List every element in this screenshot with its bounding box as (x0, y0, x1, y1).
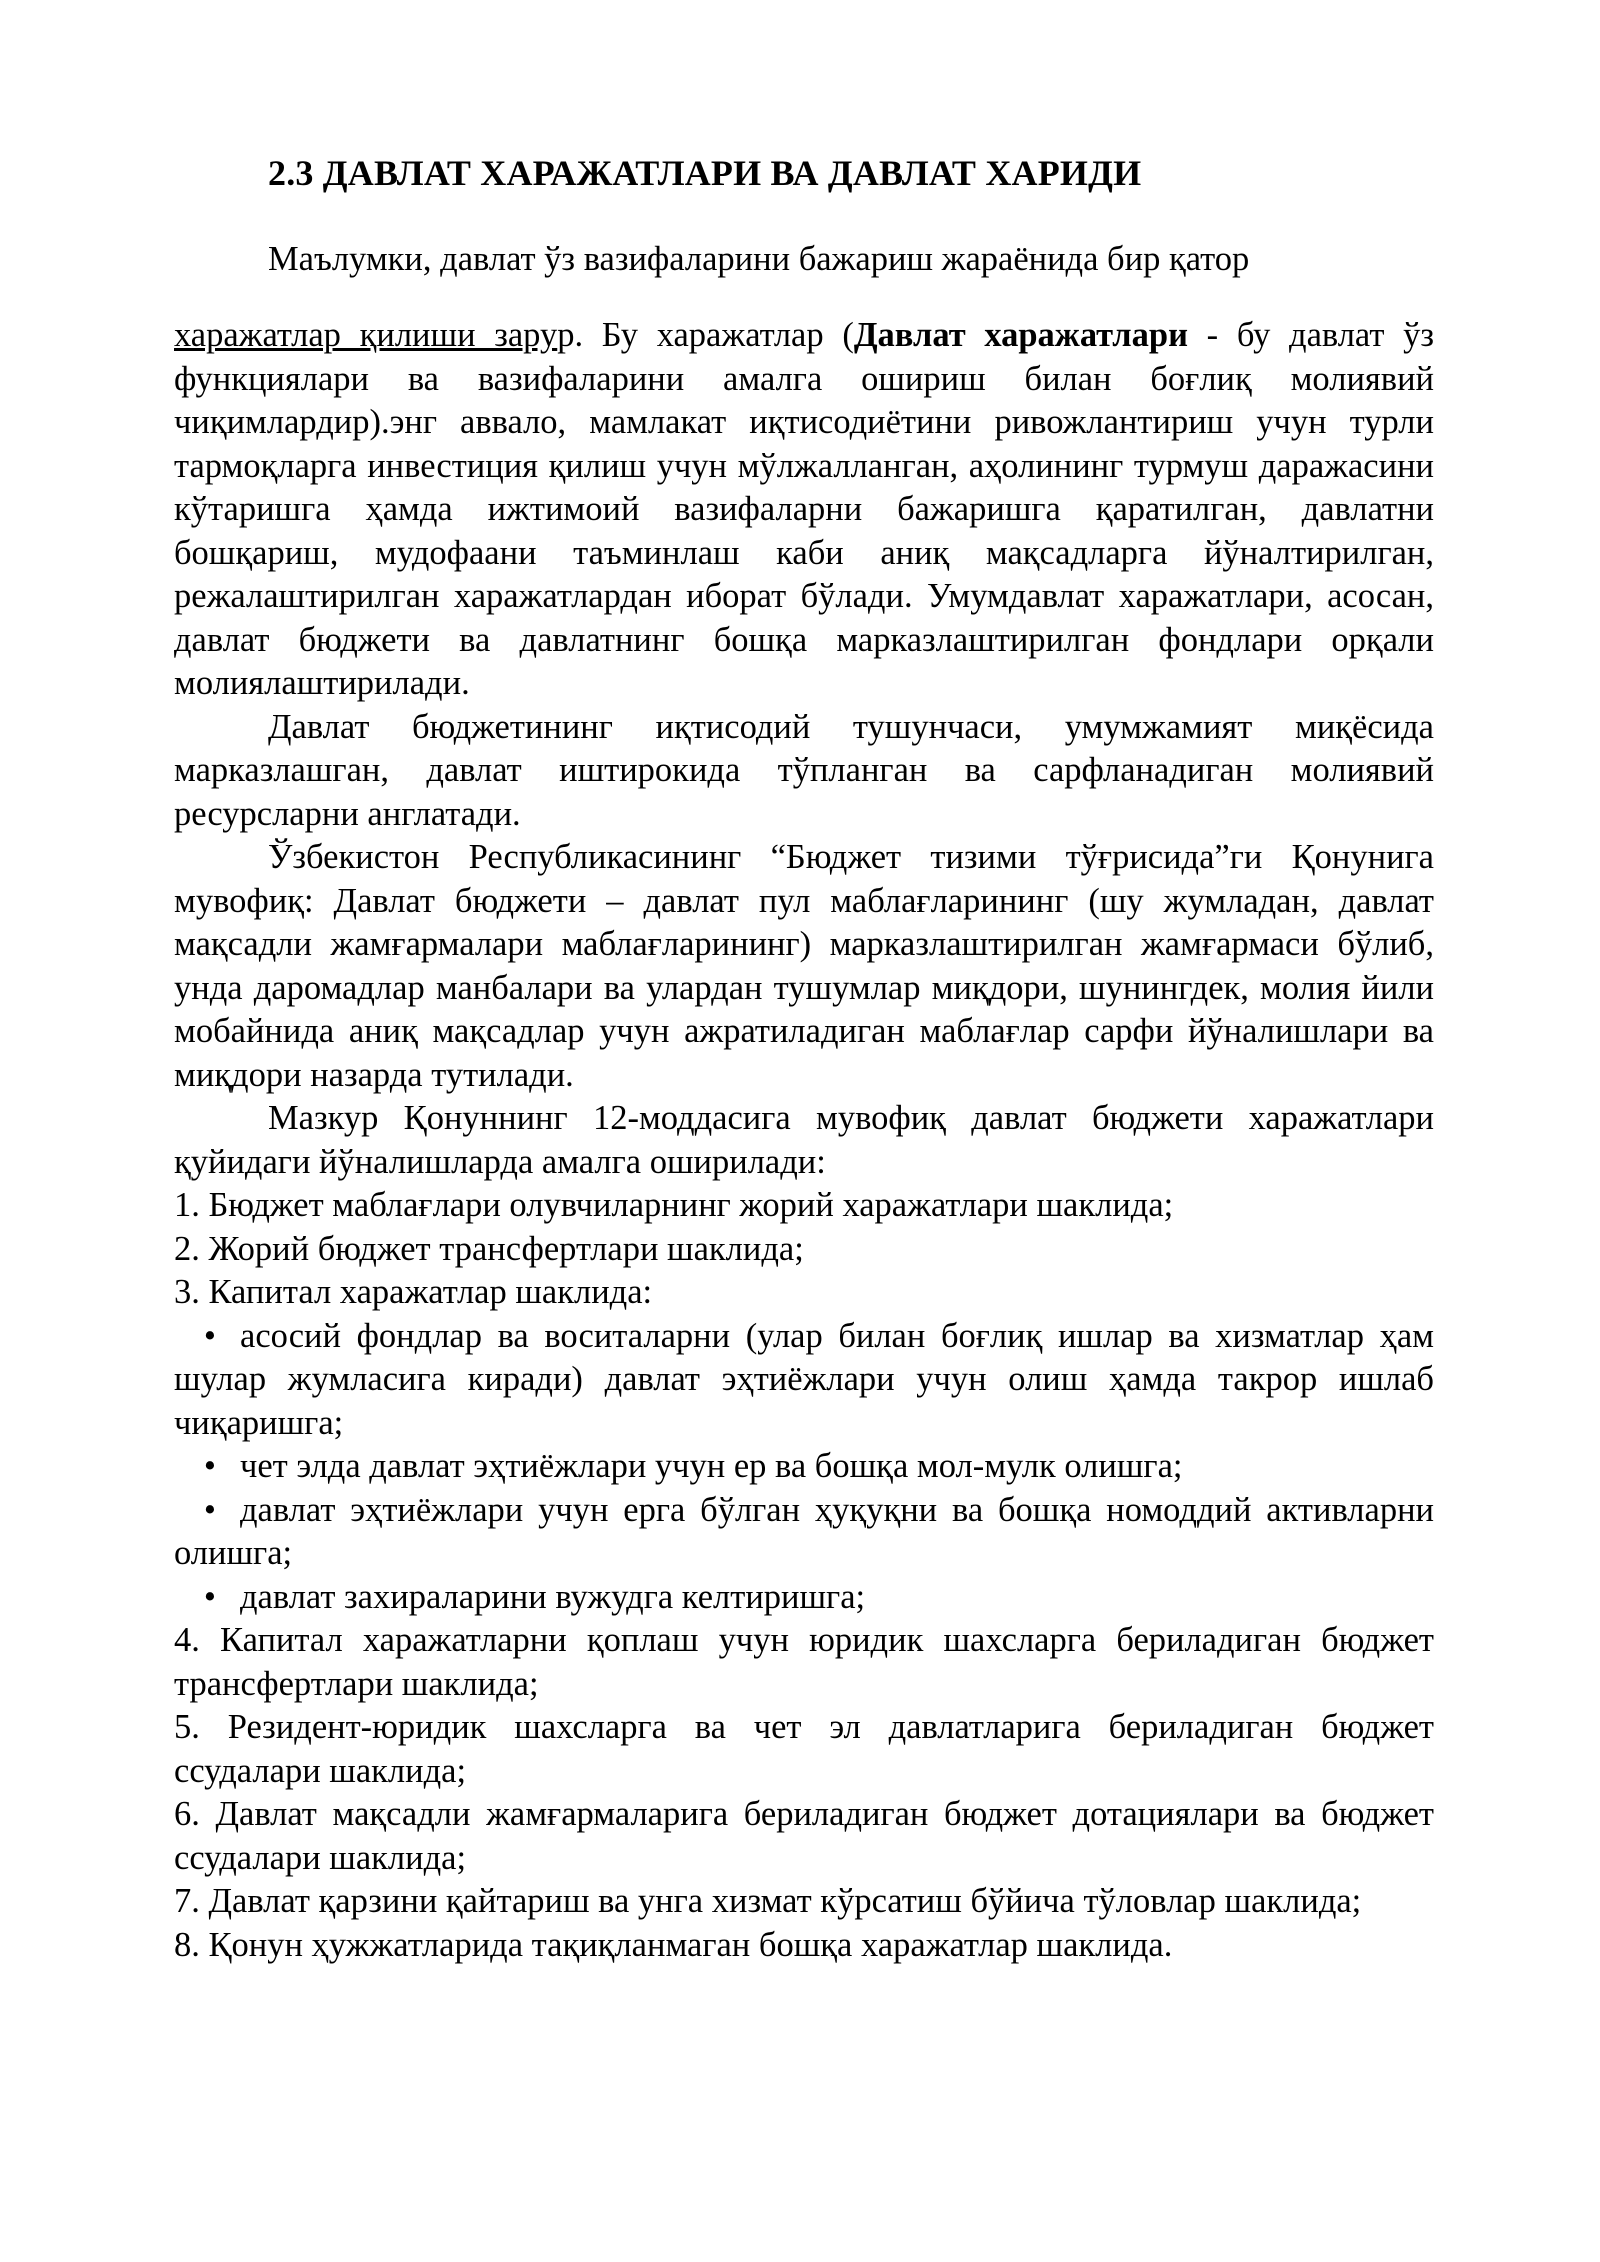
paragraph-budget-concept: Давлат бюджетининг иқтисодий тушунчаси, умумжамият миқёсида марказлашган, давлат иштирокида тўпланган ва сарфланадиган молиявий ресурсларни англатади. (174, 707, 1434, 833)
list-item: 4. Капитал харажатларни қоплаш учун юридик шахсларга бериладиган бюджет трансфертлари шаклида; (174, 1621, 1434, 1703)
bullet-icon: • (203, 1577, 216, 1616)
bullet-icon: • (203, 1316, 216, 1355)
paragraph-text: р. Бу харажатлар ( (557, 316, 854, 354)
bullet-text: давлат эҳтиёжлари учун ерга бўлган ҳуқуқни ва бошқа номоддий активларни олишга; (174, 1490, 1434, 1572)
bullet-item (174, 1315, 1434, 1446)
bullet-item (174, 1576, 1434, 1620)
paragraph-budget-law: Ўзбекистон Республикасининг “Бюджет тизими тўғрисида”ги Қонунига мувофиқ: Давлат бюджети – давлат пул маблағларининг (шу жумладан, давлат мақсадли жамғармалари маблағларининг) марказлаштирилган жамғармаси бўлиб, унда даромадлар манбалари ва улардан тушумлар миқдори, шунингдек, молия йили мобайнида аниқ мақсадлар учун ажратиладиган маблағлар сарфи йўналишлари ва миқдори назарда тутилади. (174, 838, 1434, 1094)
list-item: 2. Жорий бюджет трансфертлари шаклида; (174, 1229, 804, 1268)
underlined-text: харажатлар қилиши зару (174, 316, 558, 354)
bullet-icon: • (203, 1447, 216, 1485)
list-item: 3. Капитал харажатлар шаклида: (174, 1273, 653, 1311)
list-item: 6. Давлат мақсадли жамғармаларига бериладиган бюджет дотациялари ва бюджет ссудалари шаклида; (174, 1795, 1434, 1877)
bullet-item (174, 1489, 1434, 1576)
bullet-text: давлат захираларини вужудга келтиришга; (240, 1577, 866, 1616)
paragraph-text: - бу давлат ўз функциялари ва вазифаларини амалга ошириш билан боғлиқ молиявий чиқимлардир).энг аввало, мамлакат иқтисодиётини ривожлантириш учун турли тармоқларга инвестиция қилиш учун мўлжалланган, аҳолининг турмуш даражасини кўтаришга ҳамда ижтимоий вазифаларни бажаришга қаратилган, давлатни бошқариш, мудофаани таъминлаш каби аниқ мақсадларга йўналтирилган, режалаштирилган харажатлардан иборат бўлади. Умумдавлат харажатлари, асосан, давлат бюджети ва давлатнинг бошқа марказлаштирилган фондлари орқали молиялаштирилади. (174, 316, 1434, 702)
bullet-text: асосий фондлар ва воситаларни (улар билан боғлиқ ишлар ва хизматлар ҳам шулар жумласига киради) давлат эҳтиёжлари учун олиш ҳамда такрор ишлаб чиқаришга; (174, 1316, 1434, 1442)
expenditure-list (174, 1184, 1434, 1967)
bullet-item (174, 1445, 1434, 1489)
list-item: 5. Резидент-юридик шахсларга ва чет эл давлатларига бериладиган бюджет ссудалари шаклида; (174, 1708, 1434, 1790)
document-body (174, 314, 1434, 1967)
list-item: 8. Қонун ҳужжатларида тақиқланмаган бошқа харажатлар шаклида. (174, 1925, 1173, 1964)
list-item: 1. Бюджет маблағлари олувчиларнинг жорий харажатлари шаклида; (174, 1186, 1174, 1224)
paragraph-expenditures-definition (174, 314, 1434, 706)
bullet-icon: • (203, 1490, 216, 1529)
bold-term: Давлат харажатлари (853, 316, 1188, 354)
section-title: 2.3 ДАВЛАТ ХАРАЖАТЛАРИ ВА ДАВЛАТ ХАРИДИ (268, 153, 1142, 193)
intro-line: Маълумки, давлат ўз вазифаларини бажариш жараёнида бир қатор (268, 240, 1250, 278)
bullet-text: чет элда давлат эҳтиёжлари учун ер ва бошқа мол-мулк олишга; (240, 1447, 1183, 1485)
list-item: 7. Давлат қарзини қайтариш ва унга хизмат кўрсатиш бўйича тўловлар шаклида; (174, 1882, 1362, 1920)
paragraph-article-12: Мазкур Қонуннинг 12-моддасига мувофиқ давлат бюджети харажатлари қуйидаги йўналишларда амалга оширилади: (174, 1099, 1434, 1181)
